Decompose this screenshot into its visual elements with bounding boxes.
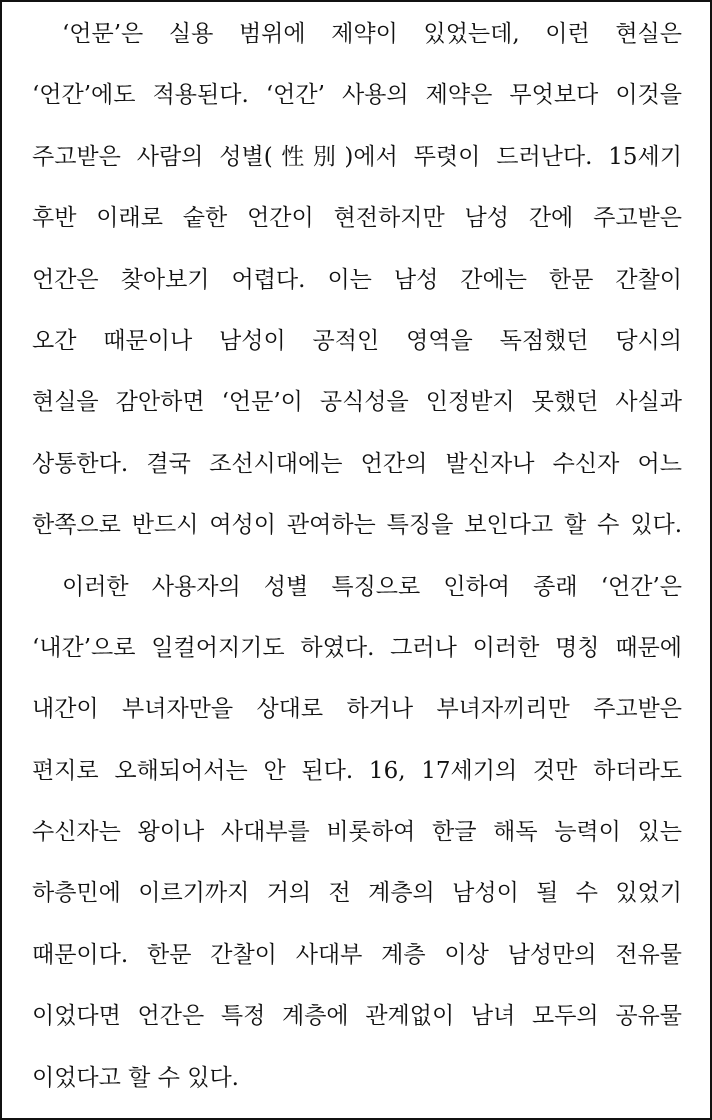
text-line: ‘내간’으로 일컬어지기도 하였다. 그러나 이러한 명칭 때문에 — [32, 634, 682, 661]
text-line: 내간이 부녀자만을 상대로 하거나 부녀자끼리만 주고받은 — [32, 696, 682, 723]
text-line: 이었다면 언간은 특정 계층에 관계없이 남녀 모두의 공유물 — [32, 1003, 682, 1030]
text-line: 한쪽으로 반드시 여성이 관여하는 특징을 보인다고 할 수 있다. — [32, 512, 682, 539]
text-line: 현실을 감안하면 ‘언문’이 공식성을 인정받지 못했던 사실과 — [32, 389, 682, 416]
text-line: 주고받은 사람의 성별(性別)에서 뚜렷이 드러난다. 15세기 — [32, 143, 682, 170]
paragraph-1 — [32, 4, 682, 557]
text-line: 이었다고 할 수 있다. — [32, 1064, 239, 1091]
paragraph-2 — [32, 557, 682, 1110]
text-line: 상통한다. 결국 조선시대에는 언간의 발신자나 수신자 어느 — [32, 450, 682, 477]
text-line: 하층민에 이르기까지 거의 전 계층의 남성이 될 수 있었기 — [32, 880, 682, 907]
text-line: 편지로 오해되어서는 안 된다. 16, 17세기의 것만 하더라도 — [32, 757, 682, 784]
text-line: 이러한 사용자의 성별 특징으로 인하여 종래 ‘언간’은 — [62, 573, 682, 600]
text-line: 오간 때문이나 남성이 공적인 영역을 독점했던 당시의 — [32, 327, 682, 354]
text-line: 때문이다. 한문 간찰이 사대부 계층 이상 남성만의 전유물 — [32, 941, 682, 968]
text-line: ‘언간’에도 적용된다. ‘언간’ 사용의 제약은 무엇보다 이것을 — [32, 82, 682, 109]
text-line: 언간은 찾아보기 어렵다. 이는 남성 간에는 한문 간찰이 — [32, 266, 682, 293]
text-line: 후반 이래로 숱한 언간이 현전하지만 남성 간에 주고받은 — [32, 205, 682, 232]
text-line: ‘언문’은 실용 범위에 제약이 있었는데, 이런 현실은 — [62, 21, 682, 47]
text-line: 수신자는 왕이나 사대부를 비롯하여 한글 해독 능력이 있는 — [32, 819, 682, 846]
document-body — [32, 4, 682, 1109]
